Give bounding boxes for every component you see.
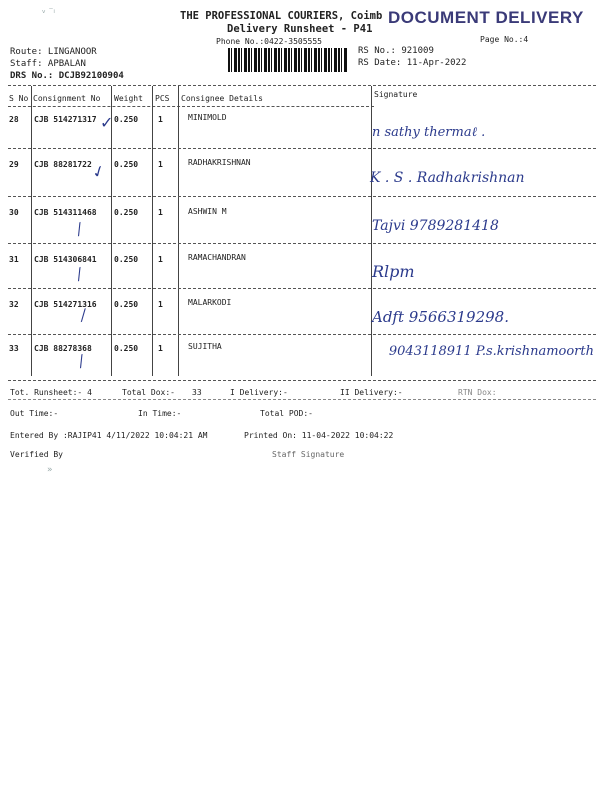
col-divider	[31, 86, 32, 376]
rtn-dox: RTN Dox:	[458, 388, 497, 397]
row-consignment: CJB 88281722	[34, 160, 92, 169]
col-header-weight: Weight	[114, 94, 143, 103]
entered-by: Entered By :RAJIP41 4/11/2022 10:04:21 AM	[10, 431, 208, 440]
phone-number: Phone No.:0422-3505555	[216, 37, 322, 46]
row-consignee: RADHAKRISHNAN	[188, 158, 251, 167]
row-consignee: RAMACHANDRAN	[188, 253, 246, 262]
col-header-signature: Signature	[374, 90, 418, 99]
total-pod: Total POD:-	[260, 409, 313, 418]
row-consignee: ASHWIN M	[188, 207, 227, 216]
table-bottom-border	[8, 380, 596, 381]
check-mark: ⁄	[76, 352, 87, 371]
col-header-consignment: Consignment No	[33, 94, 101, 103]
check-mark: ⁄	[74, 220, 85, 239]
header-row-border	[8, 106, 374, 107]
total-dox-value: 33	[192, 388, 202, 397]
row-border	[8, 243, 596, 244]
drs-number: DRS No.: DCJB92100904	[10, 71, 124, 81]
check-mark: ⁄	[79, 305, 88, 326]
row-consignment: CJB 514306841	[34, 255, 97, 264]
signature: 9043118911 P.s.krishnamoorth	[388, 344, 594, 359]
col-header-consignee: Consignee Details	[181, 94, 263, 103]
page-number: Page No.:4	[480, 35, 529, 44]
col-header-pcs: PCS	[155, 94, 170, 103]
row-weight: 0.250	[114, 255, 139, 264]
ii-delivery: II Delivery:-	[340, 388, 403, 397]
rs-number: RS No.: 921009	[358, 46, 434, 56]
total-dox-label: Total Dox:-	[122, 388, 175, 397]
staff-label: Staff: APBALAN	[10, 59, 86, 69]
row-consignment: CJB 514271316	[34, 300, 97, 309]
scan-mark: »	[47, 465, 53, 475]
row-weight: 0.250	[114, 344, 139, 353]
out-time: Out Time:-	[10, 409, 59, 418]
row-weight: 0.250	[114, 208, 139, 217]
row-sno: 28	[9, 115, 19, 124]
row-pcs: 1	[158, 115, 163, 124]
row-consignee: MINIMOLD	[188, 113, 227, 122]
row-consignment: CJB 88278368	[34, 344, 92, 353]
col-header-sno: S No	[9, 94, 29, 103]
row-pcs: 1	[158, 255, 163, 264]
row-sno: 30	[9, 208, 19, 217]
scan-mark: ᵥ ⁻ᵢ	[42, 6, 55, 16]
barcode	[228, 48, 348, 72]
in-time: In Time:-	[138, 409, 182, 418]
table-top-border	[8, 85, 596, 86]
row-border	[8, 148, 596, 149]
document-delivery-stamp: DOCUMENT DELIVERY	[388, 8, 584, 27]
row-pcs: 1	[158, 300, 163, 309]
row-weight: 0.250	[114, 160, 139, 169]
row-sno: 29	[9, 160, 19, 169]
row-pcs: 1	[158, 208, 163, 217]
row-border	[8, 334, 596, 335]
signature: K . S . Radhakrishnan	[370, 170, 525, 186]
row-pcs: 1	[158, 344, 163, 353]
row-consignee: MALARKODI	[188, 298, 232, 307]
signature: Rlpm	[372, 262, 415, 281]
route-label: Route: LINGANOOR	[10, 47, 97, 57]
i-delivery: I Delivery:-	[230, 388, 288, 397]
row-sno: 33	[9, 344, 19, 353]
signature: Adft 9566319298.	[372, 308, 509, 326]
row-weight: 0.250	[114, 115, 139, 124]
verified-by: Verified By	[10, 450, 63, 459]
check-mark: ✓	[89, 160, 109, 183]
col-divider	[178, 86, 179, 376]
row-consignment: CJB 514311468	[34, 208, 97, 217]
col-divider	[152, 86, 153, 376]
signature: n sathy thermaℓ .	[372, 125, 486, 140]
row-sno: 31	[9, 255, 19, 264]
runsheet-title: Delivery Runsheet - P41	[227, 23, 373, 35]
check-mark: ⁄	[74, 265, 85, 284]
row-consignment: CJB 514271317	[34, 115, 97, 124]
check-mark: ✓	[100, 113, 114, 132]
row-border	[8, 196, 596, 197]
footer-divider	[8, 399, 596, 400]
row-consignee: SUJITHA	[188, 342, 222, 351]
printed-on: Printed On: 11-04-2022 10:04:22	[244, 431, 394, 440]
row-border	[8, 288, 596, 289]
row-sno: 32	[9, 300, 19, 309]
staff-signature: Staff Signature	[272, 450, 345, 459]
rs-date: RS Date: 11-Apr-2022	[358, 58, 467, 68]
row-pcs: 1	[158, 160, 163, 169]
row-weight: 0.250	[114, 300, 139, 309]
total-runsheet: Tot. Runsheet:- 4	[10, 388, 92, 397]
signature: Tajvi 9789281418	[372, 218, 499, 234]
company-name: THE PROFESSIONAL COURIERS, Coimb	[180, 10, 383, 22]
